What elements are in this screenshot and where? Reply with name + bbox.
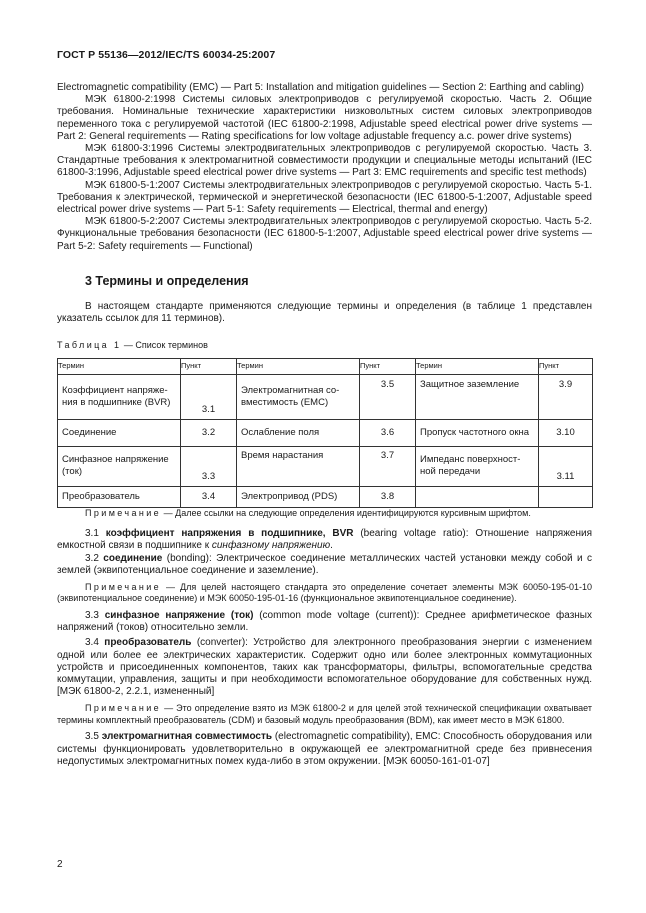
header-term: Термин (416, 358, 539, 374)
header-term: Термин (58, 358, 181, 374)
header-term: Термин (237, 358, 360, 374)
term-cell: Соединение (58, 419, 181, 446)
section-title: 3 Термины и определения (85, 273, 249, 288)
note-bonding: Примечание — Для целей настоящего стандарта это определение сочетает элементы МЭК 60050-195-01-10 (эквипотенциальное соединение) и МЭК 60050-195-01-16 (функциональное эквипотенциальное соединение). (57, 581, 592, 604)
clause-cell (539, 486, 593, 507)
term-cell: Преобразователь (58, 486, 181, 507)
document-body (57, 82, 592, 768)
header-clause: Пункт (360, 358, 416, 374)
header-clause: Пункт (539, 358, 593, 374)
table-caption: Таблица 1 — Список терминов (57, 340, 208, 351)
reference-iec-61800-5-1: МЭК 61800-5-1:2007 Системы электродвигательных электроприводов с регулируемой скоростью. Часть 5-1. Требования к электрической, термической и энергетической безопасности (IEC 61800-5-1:2007, Adjustable speed electrical power drive systems — Part 5-1: Safety requirements — Electrical, thermal and energy) (57, 179, 592, 216)
clause-cell: 3.5 (360, 374, 416, 419)
term-cell: Импеданс поверхност-ной передачи (416, 446, 539, 486)
term-cell: Время нарастания (237, 446, 360, 486)
clause-cell: 3.9 (539, 374, 593, 419)
clause-cell: 3.6 (360, 419, 416, 446)
table-header-row (58, 358, 593, 374)
term-cell: Электропривод (PDS) (237, 486, 360, 507)
clause-cell: 3.4 (181, 486, 237, 507)
terms-table (57, 358, 593, 508)
reference-iec-61800-5-2: МЭК 61800-5-2:2007 Системы электродвигательных электроприводов с регулируемой скоростью. Часть 5-2. Функциональные требования безопасности (IEC 61800-5-1:2007, Adjustable speed electrical power drive systems — Part 5-2: Safety requirements — Functional) (57, 216, 592, 252)
table-row (58, 374, 593, 419)
term-cell: Защитное заземление (416, 374, 539, 419)
clause-cell: 3.1 (181, 374, 237, 419)
term-cell: Коэффициент напряже-ния в подшипнике (BVR) (58, 374, 181, 419)
clause-cell: 3.2 (181, 419, 237, 446)
definition-3-2: 3.2 соединение (bonding): Электрическое соединение металлических частей установки между собой и с землей (эквипотенциальное соединение и заземление). (57, 552, 592, 576)
clause-cell: 3.8 (360, 486, 416, 507)
page-number: 2 (57, 859, 63, 870)
term-cell (416, 486, 539, 507)
header-clause: Пункт (181, 358, 237, 374)
note-converter: Примечание — Это определение взято из МЭК 61800-2 и для целей этой технической спецификации охватывает термины комплектный преобразователь (CDM) и базовый модуль преобразования (BDM), как имеет место в МЭК 61800. (57, 703, 592, 725)
reference-continuation: Electromagnetic compatibility (EMC) — Part 5: Installation and mitigation guidelines — Section 2: Earthing and cabling) (57, 82, 584, 93)
definition-3-4: 3.4 преобразователь (converter): Устройство для электронного преобразования энергии с изменением одной или более ее электрических характеристик. Содержит одно или более электронных коммутационных устройств и присоединенных компонентов, таких как трансформаторы, фильтры, вспомогательные средства коммутации, управления, защиты и при необходимости вспомогательное оборудование для собственных нужд. [МЭК 61800-2, 2.2.1, измененный] (57, 637, 592, 698)
standard-header: ГОСТ Р 55136—2012/IEC/TS 60034-25:2007 (57, 49, 276, 61)
reference-iec-61800-2: МЭК 61800-2:1998 Системы силовых электроприводов с регулируемой скоростью. Часть 2. Общие требования. Номинальные технические характеристики низковольтных систем силовых электроприводов переменного тока с регулируемой частотой (IEC 61800-2:1998, Adjustable speed electrical power drive systems — Part 2: General requirements — Rating specifications for low voltage adjustable frequency a.c. power drive systems) (57, 94, 592, 142)
clause-cell: 3.7 (360, 446, 416, 486)
clause-cell: 3.3 (181, 446, 237, 486)
term-cell: Синфазное напряжение (ток) (58, 446, 181, 486)
term-cell: Электромагнитная со-вместимость (EMC) (237, 374, 360, 419)
term-cell: Пропуск частотного окна (416, 419, 539, 446)
table-row (58, 446, 593, 486)
table-row (58, 486, 593, 507)
note-italic-references: Примечание — Далее ссылки на следующие определения идентифицируются курсивным шрифтом. (85, 507, 531, 518)
term-cell: Ослабление поля (237, 419, 360, 446)
definition-3-5: 3.5 электромагнитная совместимость (electromagnetic compatibility), EMC: Способность оборудования или системы функционировать удовлетворительно в окружающей ее электромагнитной среде без привнесения недопустимых электромагнитных помех куда-либо в этом окружении. [МЭК 60050-161-01-07] (57, 731, 592, 767)
section-intro: В настоящем стандарте применяются следующие термины и определения (в таблице 1 представлен указатель ссылок для 11 терминов). (57, 301, 592, 325)
definition-3-1: 3.1 коэффициент напряжения в подшипнике, BVR (bearing voltage ratio): Отношение напряжения емкостной связи в подшипнике к синфазному напряжению. (57, 528, 592, 552)
reference-iec-61800-3: МЭК 61800-3:1996 Системы электродвигательных электроприводов с регулируемой скоростью. Часть 3. Стандартные требования к электромагнитной совместимости продукции и специальные методы испытаний (IEC 61800-3:1996, Adjustable speed electrical power drive systems — Part 3: EMC requirements and specific test methods) (57, 143, 592, 179)
definition-3-3: 3.3 синфазное напряжение (ток) (common mode voltage (current)): Среднее арифметическое фазных напряжений (токов) относительно земли. (57, 609, 592, 634)
clause-cell: 3.10 (539, 419, 593, 446)
table-row (58, 419, 593, 446)
clause-cell: 3.11 (539, 446, 593, 486)
